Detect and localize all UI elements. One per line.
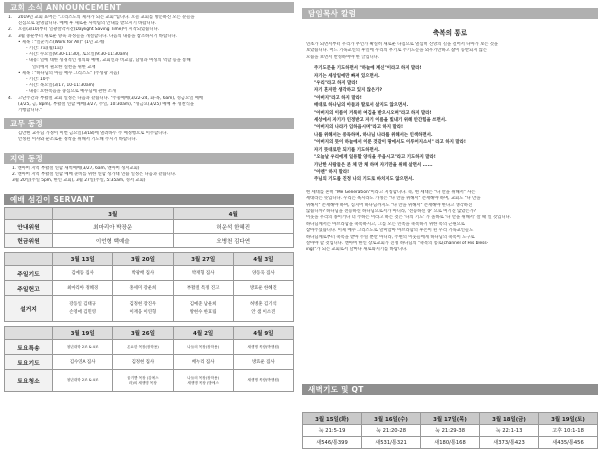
education-body — [4, 129, 294, 153]
announcement-text: 진심으로 환영합니다. 예배 후 새로운 사역팀의 안내를 받으시기 바랍니다. — [18, 21, 157, 27]
table-row — [5, 370, 294, 392]
servant-sunday-table — [4, 252, 294, 322]
announcement-text: 일터에서 필요한 실천을 위한 교재 — [32, 64, 96, 70]
left-column — [4, 0, 294, 392]
education-line: 김만현 교우님 가정이 이번 금요일(3/18)에 열려바두 주 예정행으로 이주합니다. — [18, 131, 168, 136]
announcement-line — [8, 108, 290, 114]
cell: 눅 22:1-13 — [480, 425, 539, 437]
cell: 새373/통423 — [480, 437, 539, 449]
body-line: 살아야 할 것입니다. 앤아버 한인 장로교회가 진정 하나님의 "축복의 통로(channel of His bless- — [306, 240, 489, 246]
table-row — [5, 355, 294, 370]
column-title: 담임목사 칼럼 — [302, 8, 598, 19]
cell: 허운석 한혜진 — [173, 220, 294, 234]
cell: 새435/통456 — [539, 437, 598, 449]
cell: 최마리아 박장운 — [53, 220, 174, 234]
body-line: 이웃을 우리의 종이거나 더 주하는 이라고 하는 것은 '나의 기도' 가 올바로 '나 만을 위해서' 살 때 일 것입니다. — [306, 215, 512, 221]
week-cell: 4월 3일 — [233, 253, 293, 266]
quote-line: 자기 뜻대로만 되기를 기도하면서. — [314, 147, 380, 153]
announcement-text: - 내용: 일에 대한 성경적인 정의와 예배, 교회인과 비교함, 남성과 여성의 역할 등을 통해 — [26, 58, 191, 64]
row-label: 토요청소 — [5, 370, 53, 392]
quote-line: "아버지의 뜻이 하늘에서 이룬 것같이 땅에서도 이루어지소서" 라고 하지 말라! — [314, 140, 466, 146]
cell: 새생명 목장(박생원) — [233, 340, 293, 355]
announcement-text: - 시간: 수요일(9:30-11:30), 토요일(9:30-11:30am) — [26, 52, 129, 58]
cell: 새531/통321 — [362, 437, 421, 449]
week-header-row — [5, 253, 294, 266]
cell: 방효운 집사 — [233, 355, 293, 370]
cell: 오병천 김다연 — [173, 234, 294, 248]
right-column — [302, 0, 598, 446]
announcement-list — [4, 13, 294, 118]
intro-line: 보았습니다. 어느 기독교인의 후일에 우리의 무기로 주기도문을 외우기만하고 삶이 동반되지 않는 — [306, 48, 488, 54]
quote-line: "아버지"라고 하지 말라! — [314, 95, 362, 101]
cell: 부활절 특정 진고 — [173, 281, 233, 296]
announcement-text: - 내용: 요한복음을 중심으로 예수님에 관한 소개 — [26, 89, 117, 95]
cell: 김예동 집사 — [53, 266, 113, 281]
quote-line: 세상에서 자기가 인정받고 자기 이름을 빛내기 위해 안간힘을 쓰면서. — [314, 118, 447, 124]
cell: 고후 10:1-18 — [539, 425, 598, 437]
row-label: 주일헌고 — [5, 281, 53, 296]
announcement-number: 3. — [8, 33, 13, 39]
quote-line: 나를 위해서는 중독하며, 하나님 나라를 위해서는 인색하면서. — [314, 132, 433, 138]
servant-saturday-table — [4, 326, 294, 392]
announcement-text: 2019년 교회 표어는 "그리스도의 제자가 되는 교회"입니다. 오늘 교회를 방문하신 모든 분들을 — [18, 15, 195, 20]
quote-line: "아버지의 나라가 임하옵시며"라고 하지 말라! — [314, 125, 404, 131]
quote-line: "아멘" 하지 말라! — [314, 169, 350, 175]
row-label: 주일기도 — [5, 266, 53, 281]
blank-cell — [5, 208, 53, 220]
cell: 청년대학 2조 & 4조 — [53, 370, 113, 392]
table-row — [5, 234, 294, 248]
region-line: 1. 엔아버 지역 부활절 연합 새벽예배(3/27, 6am, 엔아버 성서교회) — [12, 166, 140, 171]
quote-line: 주님의 기도를 진정 나의 기도로 바치지도 않으면서. — [314, 177, 414, 183]
blank-cell — [5, 327, 53, 340]
week-cell: 3월 27일 — [173, 253, 233, 266]
row-label: 헌금위원 — [5, 234, 53, 248]
body-line: 현 세대를 흔히 "Me Generation"이라고 지칭합니다. 즉, 현 세대는 "나 만을 위해서" 사는 — [306, 189, 476, 195]
cell: 김수연A 집사 — [53, 355, 113, 370]
cell: 방효운 한혜진 — [233, 281, 293, 296]
quote-line: "우리"라고 하지 말라! — [314, 81, 358, 87]
cell: 박재형 집사 — [173, 266, 233, 281]
column-heading: 축복의 통로 — [432, 29, 468, 37]
week-cell: 3월 20일 — [113, 253, 173, 266]
column-quotes — [302, 65, 598, 184]
announcement-text: - 기간: 10주 — [26, 77, 50, 83]
cell: 눅 21:20-28 — [362, 425, 421, 437]
table-row — [5, 340, 294, 355]
cell: 강동일 김태규 손영애 김민영 — [53, 296, 113, 322]
intro-line: 연초가 되면서부터 우리가 무언가 확실히 새로운 다짐으로 열심히 신앙의 길을 걸어서 나아가 보는 것을 — [306, 42, 499, 47]
cell: 새생명 목장(박생원) — [233, 370, 293, 392]
announcement-number: 4. — [8, 95, 13, 101]
cell: 꿈기쁨 목장 (김에스 라)외 새생명 목장 — [113, 370, 173, 392]
region-body — [4, 164, 294, 194]
week-cell: 4월 9일 — [233, 327, 293, 340]
quote-line: 주기도문을 기도하면서 "하늘에 계신"이라고 하지 말라! — [314, 66, 422, 72]
cell: 김예준 남운희 방현수 한효림 — [173, 296, 233, 322]
cell: 눅 21:29-38 — [421, 425, 480, 437]
week-cell: 3월 13일 — [53, 253, 113, 266]
cell: 청년대학 2조 & 4조 — [53, 340, 113, 355]
announcement-text: 고난주간과 부활절 교회 일정은 다음과 같습니다. "주중예배(3/22-24, 화-목, 6am), 성금요일 예배 — [18, 95, 204, 101]
quote-line: 자기는 세상일에만 빠져 있으면서. — [314, 73, 380, 79]
quote-line: 가난한 사람들은 본 체 만 체 하며 자기만을 위해 살면서 ...... — [314, 162, 433, 168]
announcements-title: 교회 소식 ANNOUNCEMENT — [4, 2, 294, 13]
announcement-text: (3/25, 금, 8pm), 부활절 연합 예배(3/27, 주일, 10:30am), "성금요(3/25) 예배 후 성찬식을 — [18, 101, 195, 107]
week-cell: 3월 19일 — [53, 327, 113, 340]
quote-line: "오늘날 우리에게 일용할 양식을 주옵시고"라고 기도하지 말라! — [314, 155, 436, 161]
bible-header-row — [303, 413, 598, 425]
body-line: 삼아주셨습니다. 이제 예수 그리스도로 말미암아 아브라함의 후손이 된 우리 기독교인들도 — [306, 228, 474, 234]
quote-line: 자기 혼자만 생각하고 있지 않은가? — [314, 88, 383, 94]
day-cell: 3월 18일(금) — [480, 413, 539, 425]
body-line: 위해서" 존재해야 하며, 심지어 하나님까지도 "나 만을 위해서" 존재해야 한다고 생각하진 — [306, 202, 473, 208]
announcement-text: 오늘(3/10)부터 일광절약시간(Daylight Saving Time)이 시작되었습니다. — [18, 27, 159, 33]
cell: 홍세미 강운희 — [113, 281, 173, 296]
row-label: 안내위원 — [5, 220, 53, 234]
servant-title: 예배 섬김이 SERVANT — [4, 194, 294, 205]
cell: 눅 21:5-19 — [303, 425, 362, 437]
quote-line: "아버지의 이름이 거룩히 여김을 받으시오며"라고 하지 말라! — [314, 110, 432, 116]
day-cell: 3월 15일(화) — [303, 413, 362, 425]
month-header-row — [5, 208, 294, 220]
row-label: 설거지 — [5, 296, 53, 322]
body-line: 하나님께로부터 축복을 받아 누릴 뿐만 아니라, 주변의 이웃들에게 하나님의 축복이 도구로 — [306, 234, 475, 240]
region-title: 지역 동정 — [4, 153, 294, 164]
cell: 박광배 집사 — [113, 266, 173, 281]
week-header-row — [5, 327, 294, 340]
servant-month-table — [4, 207, 294, 248]
day-cell: 3월 19일(토) — [539, 413, 598, 425]
table-row — [5, 281, 294, 296]
announcement-text: - 기간: 7회(월/1회) — [26, 46, 63, 52]
cell: 온요한 목장(장학용) — [113, 340, 173, 355]
education-title: 교무 동정 — [4, 118, 294, 129]
announcement-text: • 제목 : "일꾼키스(Work for All)" (1년 교재) — [18, 39, 105, 45]
region-line: 2. 엔아버 지역 부활절 연합 예배 준비를 위한 연합 성가대 연습 일정은 다음과 같습니다. — [12, 172, 177, 178]
announcement-text: • 제목 : "하나님의 아들 예수 그리스도" (주성광 지음) — [18, 70, 120, 76]
cell: 김정현 집사 — [113, 355, 173, 370]
table-row — [303, 425, 598, 437]
week-cell: 3월 26일 — [113, 327, 173, 340]
intro-line: 모습을 보면서 반성하여야 한 글입니다. — [306, 54, 380, 60]
body-line: 하나님께서는 아브라함을 축복하시고, 그를 모든 민족을 축복하기 위한 복의 근원으로 — [306, 221, 465, 227]
announcement-number: 2. — [8, 27, 13, 33]
cell: 나들의 목장(장학용) 새생명 목장 (방에스 — [173, 370, 233, 392]
row-label: 토요기도 — [5, 355, 53, 370]
table-row — [303, 437, 598, 449]
column-body — [302, 190, 598, 254]
cell: 새180/통168 — [421, 437, 480, 449]
table-row — [5, 266, 294, 281]
cell: 이언형 백예슬 — [53, 234, 174, 248]
day-cell: 3월 16일(수) — [362, 413, 421, 425]
announcement-text: 거행합니다." — [18, 108, 43, 114]
quote-line: 매대로 하나님의 아들과 딸로서 살지도 않으면서. — [314, 103, 409, 109]
announcement-text: - 시간: 목요일(3/17, 10-11:30am) — [26, 83, 95, 89]
region-line: 3월 20일(주일 5pm, 한인 교회), 3월 27일(주일, 5:35am, 성서 교회) — [12, 178, 146, 184]
bible-table — [302, 412, 598, 449]
cell: 허병훈 김기석 안 샘 이소진 — [233, 296, 293, 322]
month-cell: 4월 — [173, 208, 294, 220]
body-line: 세대라는 뜻입니다. 우리는 흑시라도 가정은 "나 만을 위해서" 존재해야 하며, 교회도 "나 만을 — [306, 196, 481, 202]
week-cell: 4월 2일 — [173, 327, 233, 340]
column-intro — [302, 42, 598, 61]
cell: 김정현 장진우 이재웅 이연형 — [113, 296, 173, 322]
row-label: 토요특송 — [5, 340, 53, 355]
cell: 최마리아 정혜경 — [53, 281, 113, 296]
education-line: 안정된 이사와 순조로운 정착을 위해서 기도해 주시기 바랍니다. — [18, 137, 137, 143]
announcement-text: 3월 중순부터 새로운 양육 과정들을 개설합니다. 다음의 내용을 참조하시기 바랍니다. — [18, 33, 177, 39]
table-row — [5, 220, 294, 234]
announcement-number: 1. — [8, 15, 13, 20]
cell: 나들의 목장(장학용) — [173, 340, 233, 355]
cell: 배누리 집사 — [173, 355, 233, 370]
blank-cell — [5, 253, 53, 266]
day-cell: 3월 17일(목) — [421, 413, 480, 425]
cell: 새546/통399 — [303, 437, 362, 449]
body-line: 않습니까? 하나님을 전능하신 하나님으로서가 아니라, '전능하신 종' 으로 여기진 않았는가? — [306, 208, 477, 214]
month-cell: 3월 — [53, 208, 174, 220]
bible-title: 새벽기도 및 QT — [302, 384, 598, 395]
body-line: ing)"가 되는 교회로서 날마다 새로와지기를 바랍니다. — [306, 247, 408, 253]
table-row — [5, 296, 294, 322]
cell: 양동욱 집사 — [233, 266, 293, 281]
